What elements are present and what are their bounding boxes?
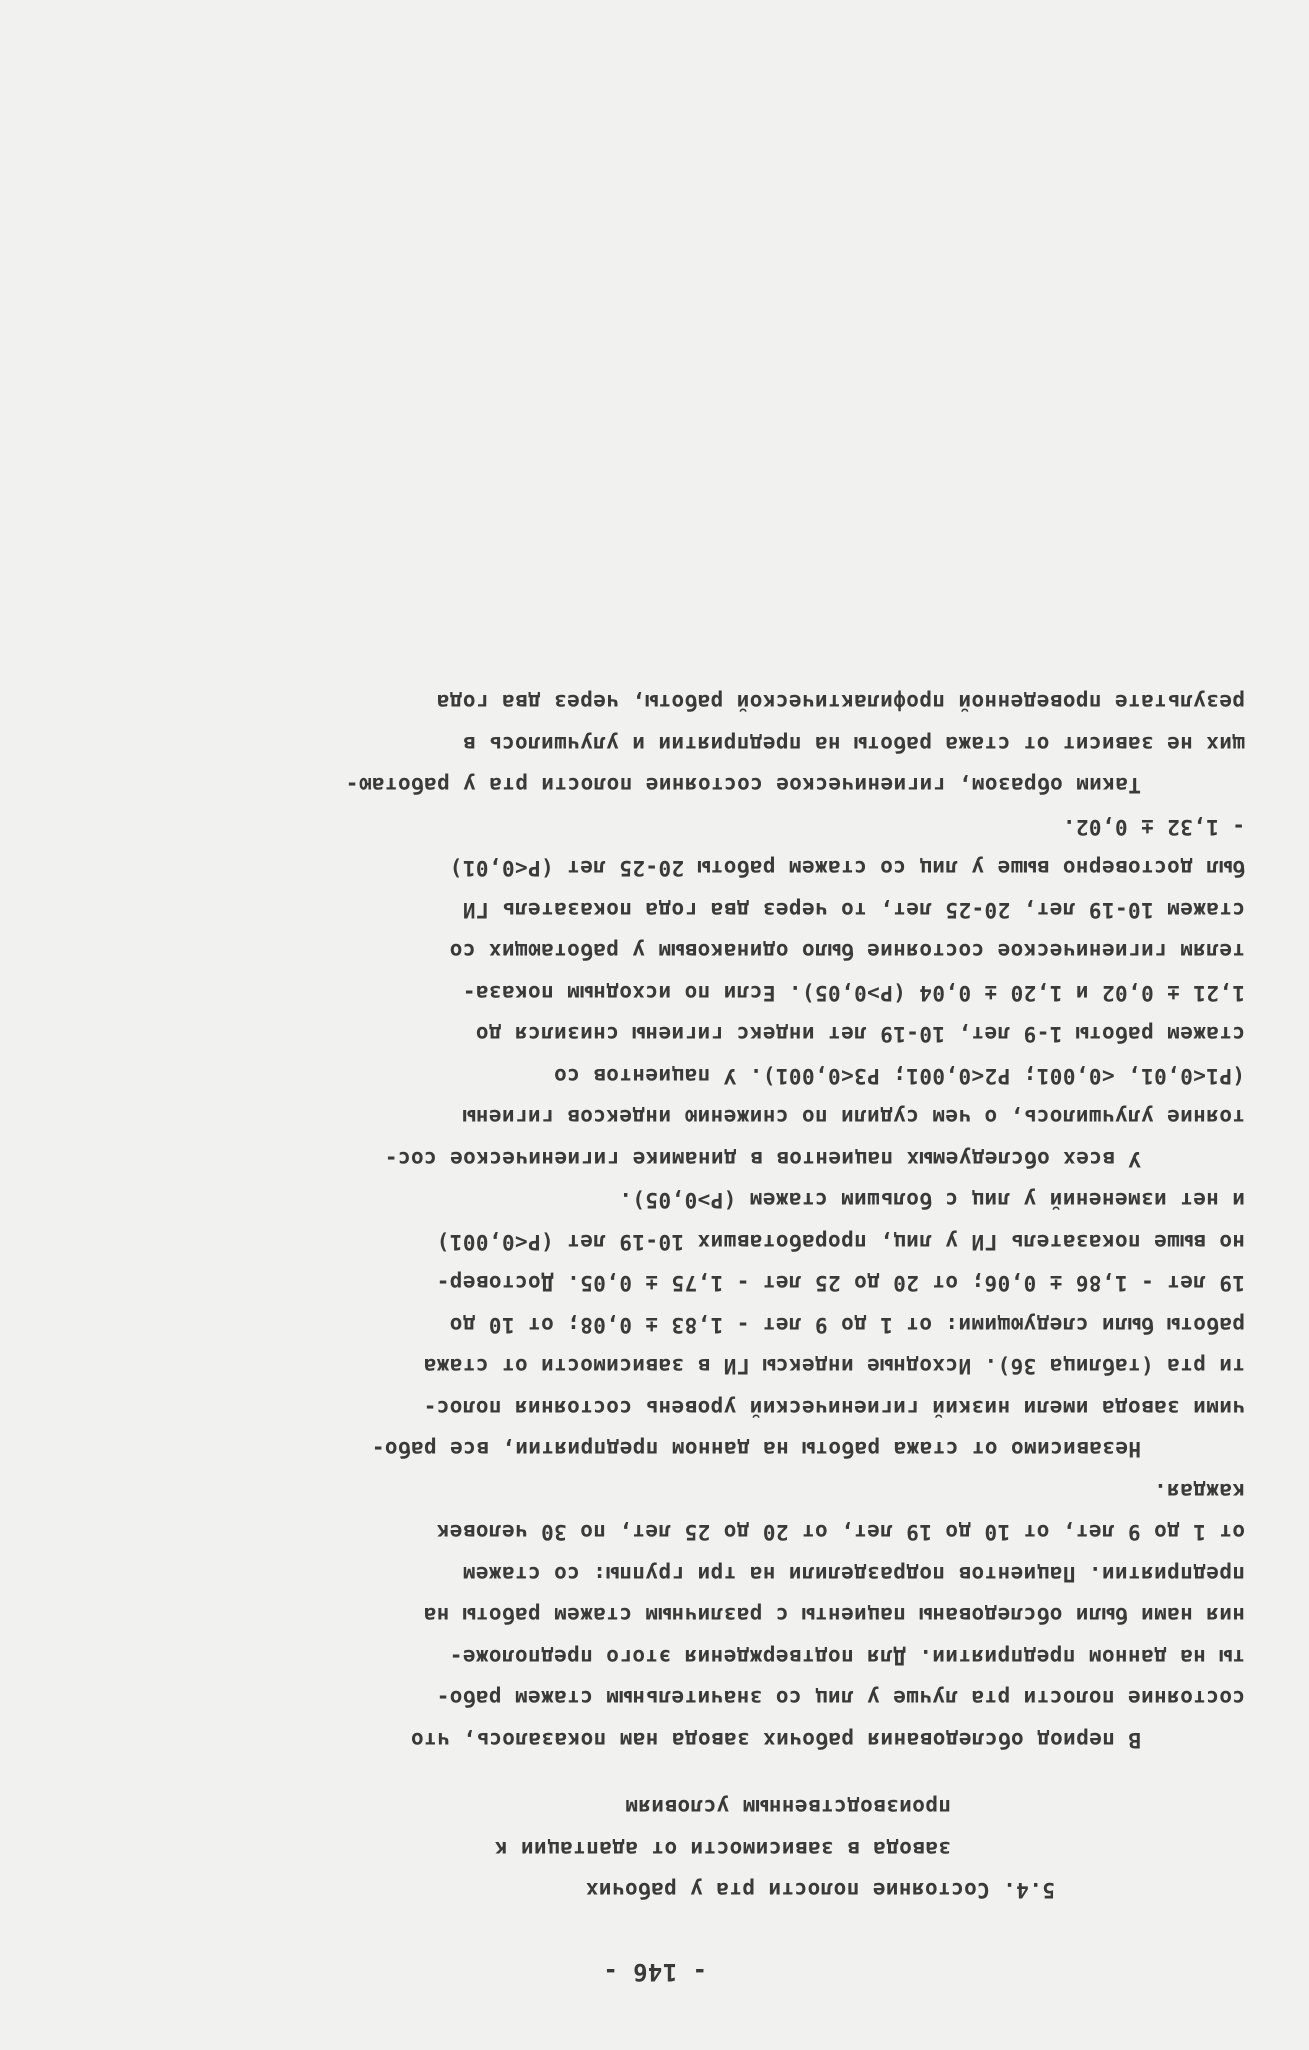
text-line: стажем 10-19 лет, 20-25 лет, то через два года показатель ГИ — [462, 898, 1245, 922]
text-line: ния нами были обследованы пациенты с различным стажем работы на — [423, 1603, 1245, 1628]
section-heading-line: завода в зависимости от адаптации к — [494, 1837, 951, 1861]
text-line: чими завода имели низкий гигиенический уровень состояния полос- — [423, 1396, 1245, 1420]
text-line: - 1,32 ± 0,02. — [1062, 815, 1245, 839]
text-line: (P1<0,01, <0,001; P2<0,001; P3<0,001). У пациентов со — [553, 1064, 1245, 1088]
text-line: Независимо от стажа работы на данном предприятии, все рабо- — [371, 1437, 1141, 1462]
body-text — [65, 681, 1245, 1760]
page-number: - 146 - — [603, 1958, 707, 1986]
text-line: от 1 до 9 лет, от 10 до 19 лет, от 20 до 25 лет, по 30 человек — [436, 1520, 1245, 1545]
text-line: результате проведенной профилактической работы, через два года — [436, 690, 1245, 715]
text-line: работы были следующими: от 1 до 9 лет - 1,83 ± 0,08; от 10 до — [449, 1313, 1245, 1337]
text-line: но выше показатель ГИ у лиц, проработавших 10-19 лет (P<0,001) — [436, 1230, 1245, 1254]
section-heading-line: производственным условиям — [624, 1795, 951, 1820]
text-line: Таким образом, гигиеническое состояние полости рта у работаю- — [345, 773, 1141, 798]
text-line: стажем работы 1-9 лет, 10-19 лет индекс гигиены снизился до — [475, 1022, 1245, 1047]
section-heading-line: 5.4. Состояние полости рта у рабочих — [585, 1878, 1055, 1903]
page-text-block — [65, 681, 1245, 1992]
text-line: щих не зависит от стажа работы на предприятии и улучшилось в — [462, 732, 1245, 756]
text-line: 1,21 ± 0,02 и 1,20 ± 0,04 (P>0,05). Если по исходным показа- — [462, 981, 1245, 1005]
text-line: тояние улучшилось, о чем судили по снижению индексов гигиены — [462, 1105, 1245, 1130]
section-heading — [365, 1786, 1055, 1911]
text-line: предприятии. Пациентов подразделили на три группы: со стажем — [462, 1562, 1245, 1586]
text-line: телям гигиеническое состояние было одинаковым у работающих со — [449, 939, 1245, 964]
text-line: каждая. — [1153, 1479, 1245, 1503]
text-line: состояние полости рта лучше у лиц со значительным стажем рабо- — [436, 1686, 1245, 1711]
text-line: ти рта (таблица 36). Исходные индексы ГИ в зависимости от стажа — [423, 1354, 1245, 1379]
text-line: был достоверно выше у лиц со стажем работы 20-25 лет (P<0,01) — [449, 856, 1245, 881]
text-line: У всех обследуемых пациентов в динамике гигиеническое сос- — [384, 1147, 1141, 1171]
text-line: и нет изменений у лиц с большим стажем (P>0,05). — [618, 1188, 1245, 1213]
text-line: ты на данном предприятии. Для подтверждения этого предположе- — [449, 1645, 1245, 1669]
text-line: 19 лет - 1,86 ± 0,06; от 20 до 25 лет - 1,75 ± 0,05. Достовер- — [436, 1271, 1245, 1296]
text-line: В период обследования рабочих завода нам показалось, что — [410, 1728, 1141, 1752]
